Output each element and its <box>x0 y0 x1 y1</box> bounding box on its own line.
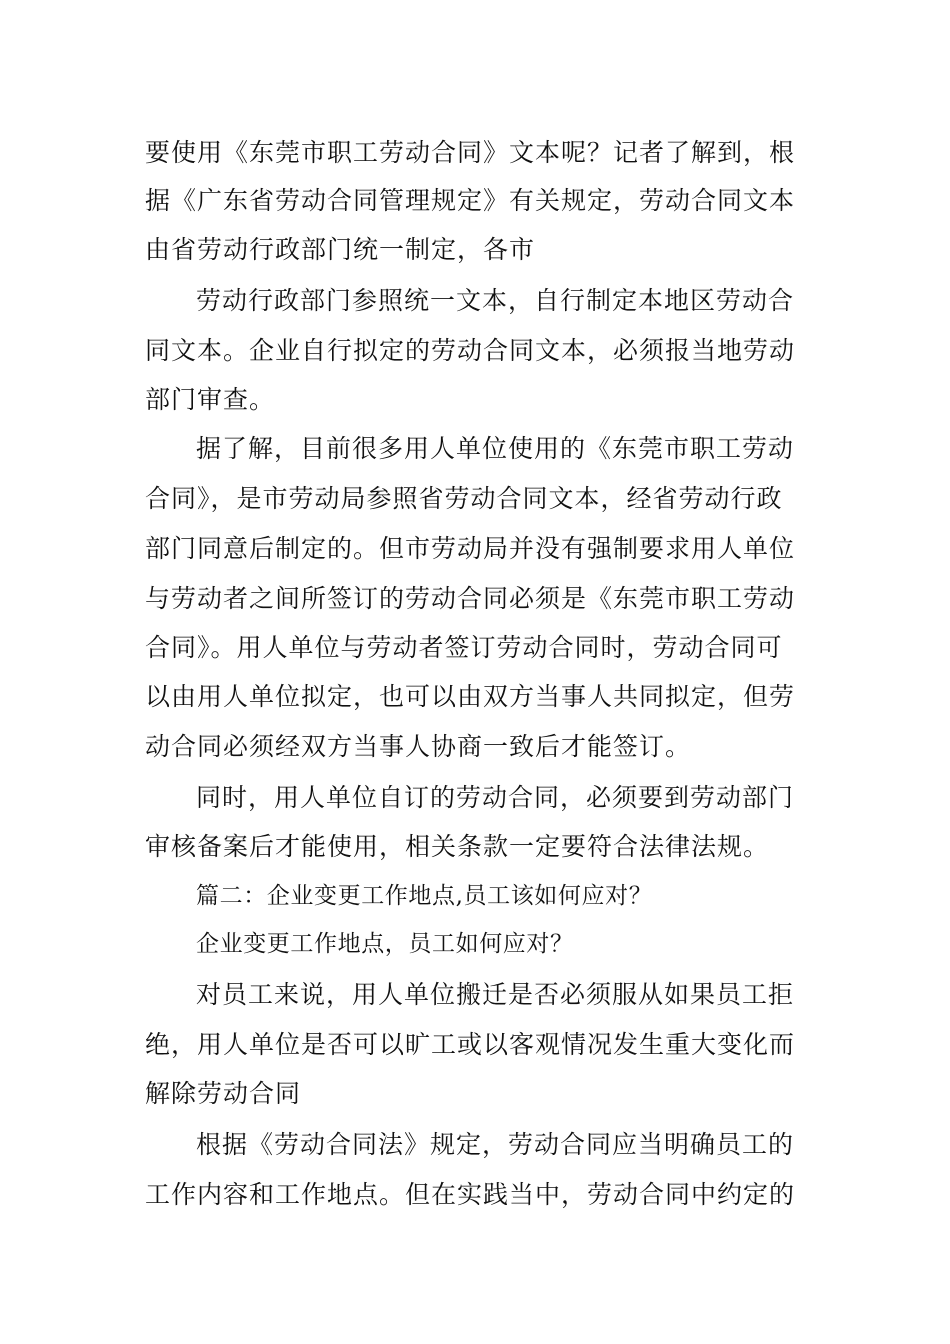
text-line: 由省劳动行政部门统一制定，各市 <box>145 235 536 264</box>
text-line: 合同》，是市劳动局参照省劳动合同文本，经省劳动行政 <box>145 484 783 513</box>
text-line: 合同》。用人单位与劳动者签订劳动合同时，劳动合同可 <box>145 633 783 662</box>
text-line: 同文本。企业自行拟定的劳动合同文本，必须报当地劳动 <box>145 336 796 365</box>
text-line: 动合同必须经双方当事人协商一致后才能签订。 <box>145 732 692 761</box>
text-line: 同时，用人单位自订的劳动合同，必须要到劳动部门 <box>196 783 795 812</box>
text-line: 工作内容和工作地点。但在实践当中，劳动合同中约定的 <box>145 1180 796 1209</box>
text-line: 部门同意后制定的。但市劳动局并没有强制要求用人单位 <box>145 534 796 563</box>
text-line: 对员工来说，用人单位搬迁是否必须服从如果员工拒 <box>196 980 795 1009</box>
text-line: 根据《劳动合同法》规定，劳动合同应当明确员工的 <box>196 1130 795 1159</box>
text-line: 部门审查。 <box>145 385 276 414</box>
section-heading: 篇二：企业变更工作地点,员工该如何应对？ <box>196 883 653 909</box>
text-line: 绝，用人单位是否可以旷工或以客观情况发生重大变化而 <box>145 1030 796 1059</box>
text-line: 劳动行政部门参照统一文本，自行制定本地区劳动合 <box>196 286 795 315</box>
text-line: 审核备案后才能使用，相关条款一定要符合法律法规。 <box>145 832 770 861</box>
text-line: 要使用《东莞市职工劳动合同》文本呢？记者了解到，根 <box>145 138 796 167</box>
text-line: 企业变更工作地点，员工如何应对？ <box>196 931 574 957</box>
text-line: 解除劳动合同 <box>145 1079 302 1108</box>
text-line: 以由用人单位拟定，也可以由双方当事人共同拟定，但劳 <box>145 682 796 711</box>
text-line: 与劳动者之间所签订的劳动合同必须是《东莞市职工劳动 <box>145 584 796 613</box>
text-line: 据《广东省劳动合同管理规定》有关规定，劳动合同文本 <box>145 186 796 215</box>
text-line: 据了解，目前很多用人单位使用的《东莞市职工劳动 <box>196 434 795 463</box>
